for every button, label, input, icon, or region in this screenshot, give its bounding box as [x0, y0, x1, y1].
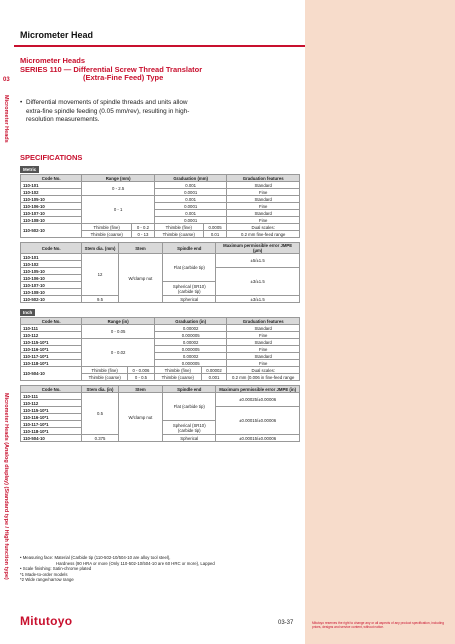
table-row: 110-504-10 Thimble (fine) 0 - 0.006 Thimble (fine) 0.00002 Dual scales:	[21, 367, 300, 374]
inch-spindle-table: Code No. Stem dia. (in) Stem Spindle end Maximum permissible error JMPE (in) 110-111 0.5 W/clamp nut Flat (carbide tip) ±0.00025/±0.00006 110-112 110-115-10*1 ±0.00015/±0.00006 110-116-10*1 110-117-10*1 Spherical (SR10) (carbide tip) 110-118-10*1 110-504-10 0.375 Spherical ±0.00015/±0.00006	[20, 385, 300, 442]
table-row: 110-118-10*1	[21, 428, 300, 435]
table-row: 110-115-10*1 0 - 0.02 0.00002 Standard	[21, 339, 300, 346]
table-row: 110-107-10 Spherical (SR10) (carbide tip)	[21, 282, 300, 289]
table-row: 110-116-10*1	[21, 414, 300, 421]
col-features: Graduation features	[227, 175, 300, 182]
table-row: 110-102	[21, 261, 300, 268]
table-row: 110-118-10*1 0.000005 Fine	[21, 360, 300, 367]
feature-item: • Differential movements of spindle threads and units allow extra-fine spindle feeding (0.05 mm/rev), resulting in high-resolution measurements.	[20, 99, 190, 123]
page-tab: 03	[3, 77, 10, 83]
table-row: 110-106-10	[21, 275, 300, 282]
specifications-title: SPECIFICATIONS	[20, 153, 83, 162]
table-row: 110-502-10 Thimble (fine) 0 - 0.2 Thimble (fine) 0.0005 Dual scales:	[21, 224, 300, 231]
disclaimer: Mitutoyo reserves the right to change any or all aspects of any product specification, including prices, designs and service content, without notice.	[312, 621, 444, 629]
heading-line3: (Extra-Fine Feed) Type	[83, 73, 164, 82]
brand-logo: Mitutoyo	[20, 614, 73, 628]
table-row: 110-502-10 9.5 Spherical ±3/±1.5	[21, 296, 300, 303]
table-row: 110-115-10*1 ±0.00015/±0.00006	[21, 407, 300, 414]
table-row: 110-504-10 0.375 Spherical ±0.00015/±0.00006	[21, 435, 300, 442]
page-number: 03-37	[278, 620, 294, 626]
table-row: Thimble (coarse) 0 - 0.5 Thimble (coarse) 0.001 0.2 mm (0.006 in fine-feed range	[21, 374, 300, 381]
inch-graduation-table: Code No. Range (in) Graduation (in) Graduation features 110-111 0 - 0.05 0.00002 Standard 110-112 0.000005 Fine 110-115-10*1 0 - 0.02 0.00002 Standard 110-116-10*1 0.000005 Fine 110-117-10*1 0.00002 Standard 110-118-10*1 0.000005 Fine 110-504-10 Thimble (fine) 0 - 0.006 Thimble (fine) 0.00002 Dual scales: Thimble (coarse) 0 - 0.5 Thimble (coarse) 0.001 0.2 mm (0.006 in fine-feed range	[20, 317, 300, 381]
note: Hardness (90 HRA or more (Only 110-502-10/504-10 are 60 HRC or more), Lapped	[56, 560, 215, 566]
page-header-title: Micrometer Head	[20, 30, 94, 40]
note: *2 Wide range/narrow range	[20, 577, 74, 583]
table-row: 110-112 0.000005 Fine	[21, 332, 300, 339]
header-rule	[14, 45, 305, 47]
table-row: 110-116-10*1 0.000005 Fine	[21, 346, 300, 353]
table-row: 110-101 0 - 2.5 0.001 Standard	[21, 182, 300, 189]
table-row: 110-112	[21, 400, 300, 407]
side-panel	[305, 0, 455, 644]
table-row: Thimble (coarse) 0 - 13 Thimble (coarse) 0.01 0.2 mm fine-feed range	[21, 231, 300, 238]
col-range: Range (mm)	[82, 175, 155, 182]
col-code: Code No.	[21, 175, 82, 182]
note: • Scale finishing: Satin-chrome plated	[20, 566, 92, 572]
heading-line2: SERIES 110 — Differential Screw Thread Translator	[20, 64, 203, 74]
note: • Measuring face: Material (Carbide tip (110-502-10/504-10 are alloy tool steel),	[20, 555, 171, 560]
table-row: 110-105-10 0 - 1 0.001 Standard	[21, 196, 300, 203]
col-graduation: Graduation (mm)	[154, 175, 227, 182]
table-row: 110-107-10 0.001 Standard	[21, 210, 300, 217]
heading-line1: Micrometer Heads	[20, 56, 86, 65]
table-row: 110-111 0.5 W/clamp nut Flat (carbide tip) ±0.00025/±0.00006	[21, 393, 300, 400]
inch-label: Inch	[20, 309, 35, 316]
feature-list	[20, 99, 190, 125]
table-row: 110-117-10*1 0.00002 Standard	[21, 353, 300, 360]
metric-spindle-table: Code No. Stem dia. (mm) Stem Spindle end Maximum permissible error JMPE (µm) 110-101 12 W/clamp nut Flat (carbide tip) ±5/±1.5 110-102 110-105-10 ±3/±1.5 110-106-10 110-107-10 Spherical (SR10) (carbide tip) 110-108-10 110-502-10 9.5 Spherical ±3/±1.5	[20, 242, 300, 303]
table-row: 110-106-10 0.0001 Fine	[21, 203, 300, 210]
table-row: 110-105-10 ±3/±1.5	[21, 268, 300, 275]
table-row: 110-101 12 W/clamp nut Flat (carbide tip) ±5/±1.5	[21, 254, 300, 261]
table-row: 110-117-10*1 Spherical (SR10) (carbide tip)	[21, 421, 300, 428]
table-row: 110-108-10 0.0001 Fine	[21, 217, 300, 224]
side-label-bottom: Micrometer Heads (Analog display) (Standard type / High function type)	[3, 393, 9, 580]
note: *1 Made-to-order models	[20, 571, 68, 577]
table-row: 110-102 0.0001 Fine	[21, 189, 300, 196]
side-label-top: Micrometer Heads	[3, 95, 9, 143]
page-heading	[20, 57, 300, 83]
metric-label: Metric	[20, 166, 39, 173]
footnotes	[20, 555, 300, 583]
table-row: 110-111 0 - 0.05 0.00002 Standard	[21, 325, 300, 332]
table-row: 110-108-10	[21, 289, 300, 296]
metric-graduation-table	[20, 174, 300, 238]
